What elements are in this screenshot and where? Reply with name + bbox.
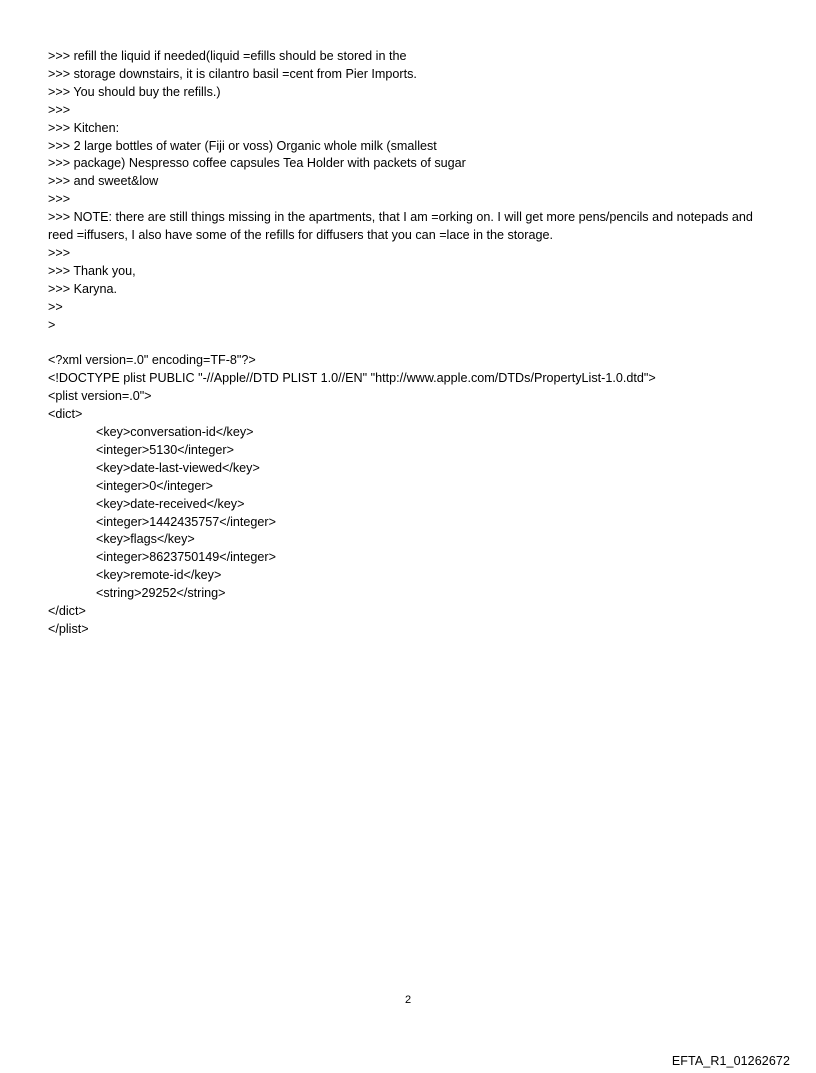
- quoted-line: >>>: [48, 102, 71, 117]
- quoted-line: >>>: [48, 245, 71, 260]
- quoted-line: >>> Thank you,: [48, 263, 136, 278]
- plist-close-tag: </plist>: [48, 621, 89, 636]
- quoted-line: >: [48, 317, 56, 332]
- quoted-line: >>> storage downstairs, it is cilantro basil =cent from Pier Imports.: [48, 66, 417, 81]
- plist-entry: <key>flags</key>: [96, 532, 195, 547]
- blank-line: [48, 335, 768, 353]
- plist-dict-open: <dict>: [48, 407, 83, 422]
- plist-entry: <integer>8623750149</integer>: [96, 550, 276, 565]
- quoted-line: >>> refill the liquid if needed(liquid =efills should be stored in the: [48, 49, 407, 63]
- plist-dict-close: </dict>: [48, 604, 86, 619]
- plist-entry: <integer>5130</integer>: [96, 442, 234, 457]
- quoted-line: >>> Kitchen:: [48, 120, 120, 135]
- page-number: 2: [404, 994, 412, 1006]
- plist-entry: <integer>0</integer>: [96, 478, 213, 493]
- plist-xml-declaration: <?xml version=.0" encoding=TF-8"?>: [48, 353, 256, 368]
- quoted-note: >>> NOTE: there are still things missing in the apartments, that I am =orking on. I will get more pens/pencils and notepads and reed =iffusers, I also have some of the refills for diffusers that you can =lace in the storage.: [48, 210, 753, 243]
- plist-entry: <key>date-last-viewed</key>: [96, 460, 260, 475]
- plist-entry: <integer>1442435757</integer>: [96, 514, 276, 529]
- plist-entry: <key>date-received</key>: [96, 496, 245, 511]
- quoted-line: >>> 2 large bottles of water (Fiji or voss) Organic whole milk (smallest: [48, 138, 437, 153]
- quoted-line: >>>: [48, 192, 71, 207]
- plist-doctype: <!DOCTYPE plist PUBLIC "-//Apple//DTD PLIST 1.0//EN" "http://www.apple.com/DTDs/PropertyList-1.0.dtd">: [48, 371, 656, 386]
- quoted-line: >>> package) Nespresso coffee capsules Tea Holder with packets of sugar: [48, 156, 466, 171]
- plist-entry: <key>remote-id</key>: [96, 568, 222, 583]
- plist-open-tag: <plist version=.0">: [48, 389, 152, 404]
- quoted-line: >>> and sweet&low: [48, 174, 159, 189]
- quoted-line: >>: [48, 299, 63, 314]
- plist-entry: <string>29252</string>: [96, 586, 226, 601]
- bates-number: EFTA_R1_01262672: [671, 1054, 790, 1068]
- plist-entry: <key>conversation-id</key>: [96, 425, 254, 440]
- email-body: [48, 48, 768, 639]
- quoted-line: >>> You should buy the refills.): [48, 84, 221, 99]
- quoted-line: >>> Karyna.: [48, 281, 117, 296]
